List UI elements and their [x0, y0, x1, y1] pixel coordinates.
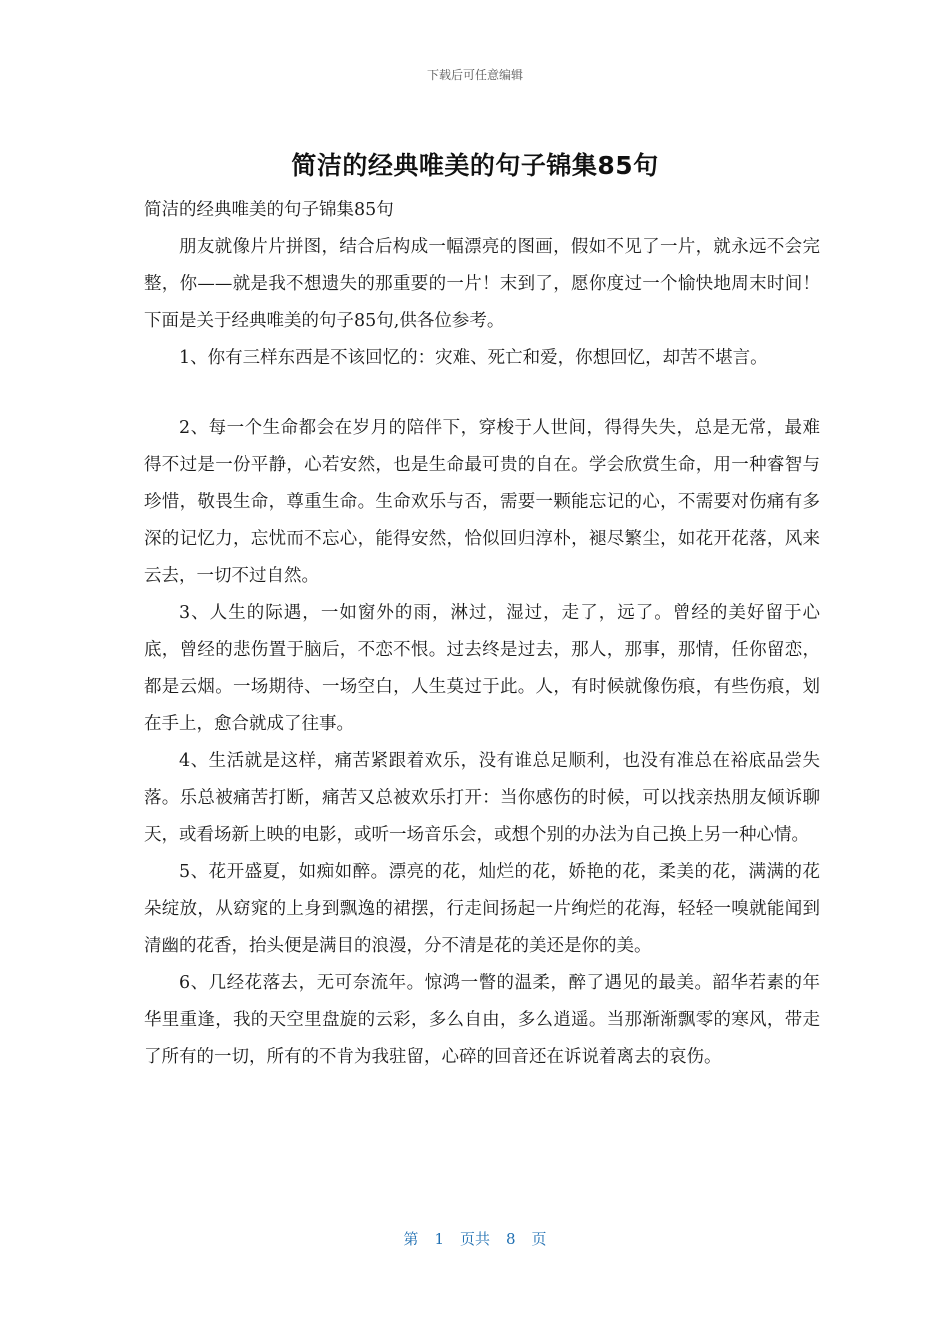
footer-label-of: 页共 — [459, 1230, 490, 1248]
paragraph-item-1: 1、你有三样东西是不该回忆的：灾难、死亡和爱，你想回忆，却苦不堪言。 — [179, 348, 768, 368]
paragraph-item-3: 3、人生的际遇，一如窗外的雨，淋过，湿过，走了，远了。曾经的美好留于心底，曾经的悲伤置于脑后，不恋不恨。过去终是过去，那人，那事，那情，任你留恋，都是云烟。一场期待、一场空白，人生莫过于此。人，有时候就像伤痕，有些伤痕，划在手上，愈合就成了往事。 — [144, 603, 820, 734]
paragraph-item-4: 4、生活就是这样，痛苦紧跟着欢乐，没有谁总足顺利，也没有准总在裕底品尝失落。乐总被痛苦打断，痛苦又总被欢乐打开：当你感伤的时候，可以找亲热朋友倾诉聊天，或看场新上映的电影，或听一场音乐会，或想个别的办法为自己换上另一种心情。 — [144, 751, 820, 845]
page-header-note: 下载后可任意编辑 — [426, 68, 523, 82]
paragraph-intro: 朋友就像片片拼图，结合后构成一幅漂亮的图画，假如不见了一片，就永远不会完整，你——就是我不想遗失的那重要的一片！末到了，愿你度过一个愉快地周末时间！下面是关于经典唯美的句子85句,供各位参考。 — [144, 237, 820, 331]
footer-label-pages: 页 — [531, 1230, 547, 1248]
document-body — [144, 192, 820, 1076]
paragraph-item-2: 2、每一个生命都会在岁月的陪伴下，穿梭于人世间，得得失失，总是无常，最难得不过是一份平静，心若安然，也是生命最可贵的自在。学会欣赏生命，用一种睿智与珍惜，敬畏生命，尊重生命。生命欢乐与否，需要一颗能忘记的心，不需要对伤痛有多深的记忆力，忘忧而不忘心，能得安然，恰似回归淳朴，褪尽繁尘，如花开花落，风来云去，一切不过自然。 — [144, 418, 820, 586]
document-title: 简洁的经典唯美的句子锦集85句 — [291, 151, 659, 180]
footer-total-pages: 8 — [506, 1230, 516, 1248]
page-footer — [0, 1228, 950, 1249]
document-subtitle: 简洁的经典唯美的句子锦集85句 — [144, 200, 394, 220]
paragraph-item-6: 6、几经花落去，无可奈流年。惊鸿一瞥的温柔，醉了遇见的最美。韶华若素的年华里重逢，我的天空里盘旋的云彩，多么自由，多么逍遥。当那渐渐飘零的寒风，带走了所有的一切，所有的不肯为我驻留，心碎的回音还在诉说着离去的哀伤。 — [144, 973, 820, 1067]
paragraph-item-5: 5、花开盛夏，如痴如醉。漂亮的花，灿烂的花，娇艳的花，柔美的花，满满的花朵绽放，从窈窕的上身到飘逸的裙摆，行走间扬起一片绚烂的花海，轻轻一嗅就能闻到清幽的花香，抬头便是满目的浪漫，分不清是花的美还是你的美。 — [144, 862, 820, 956]
footer-current-page: 1 — [434, 1230, 444, 1248]
footer-label-page: 第 — [403, 1230, 419, 1248]
